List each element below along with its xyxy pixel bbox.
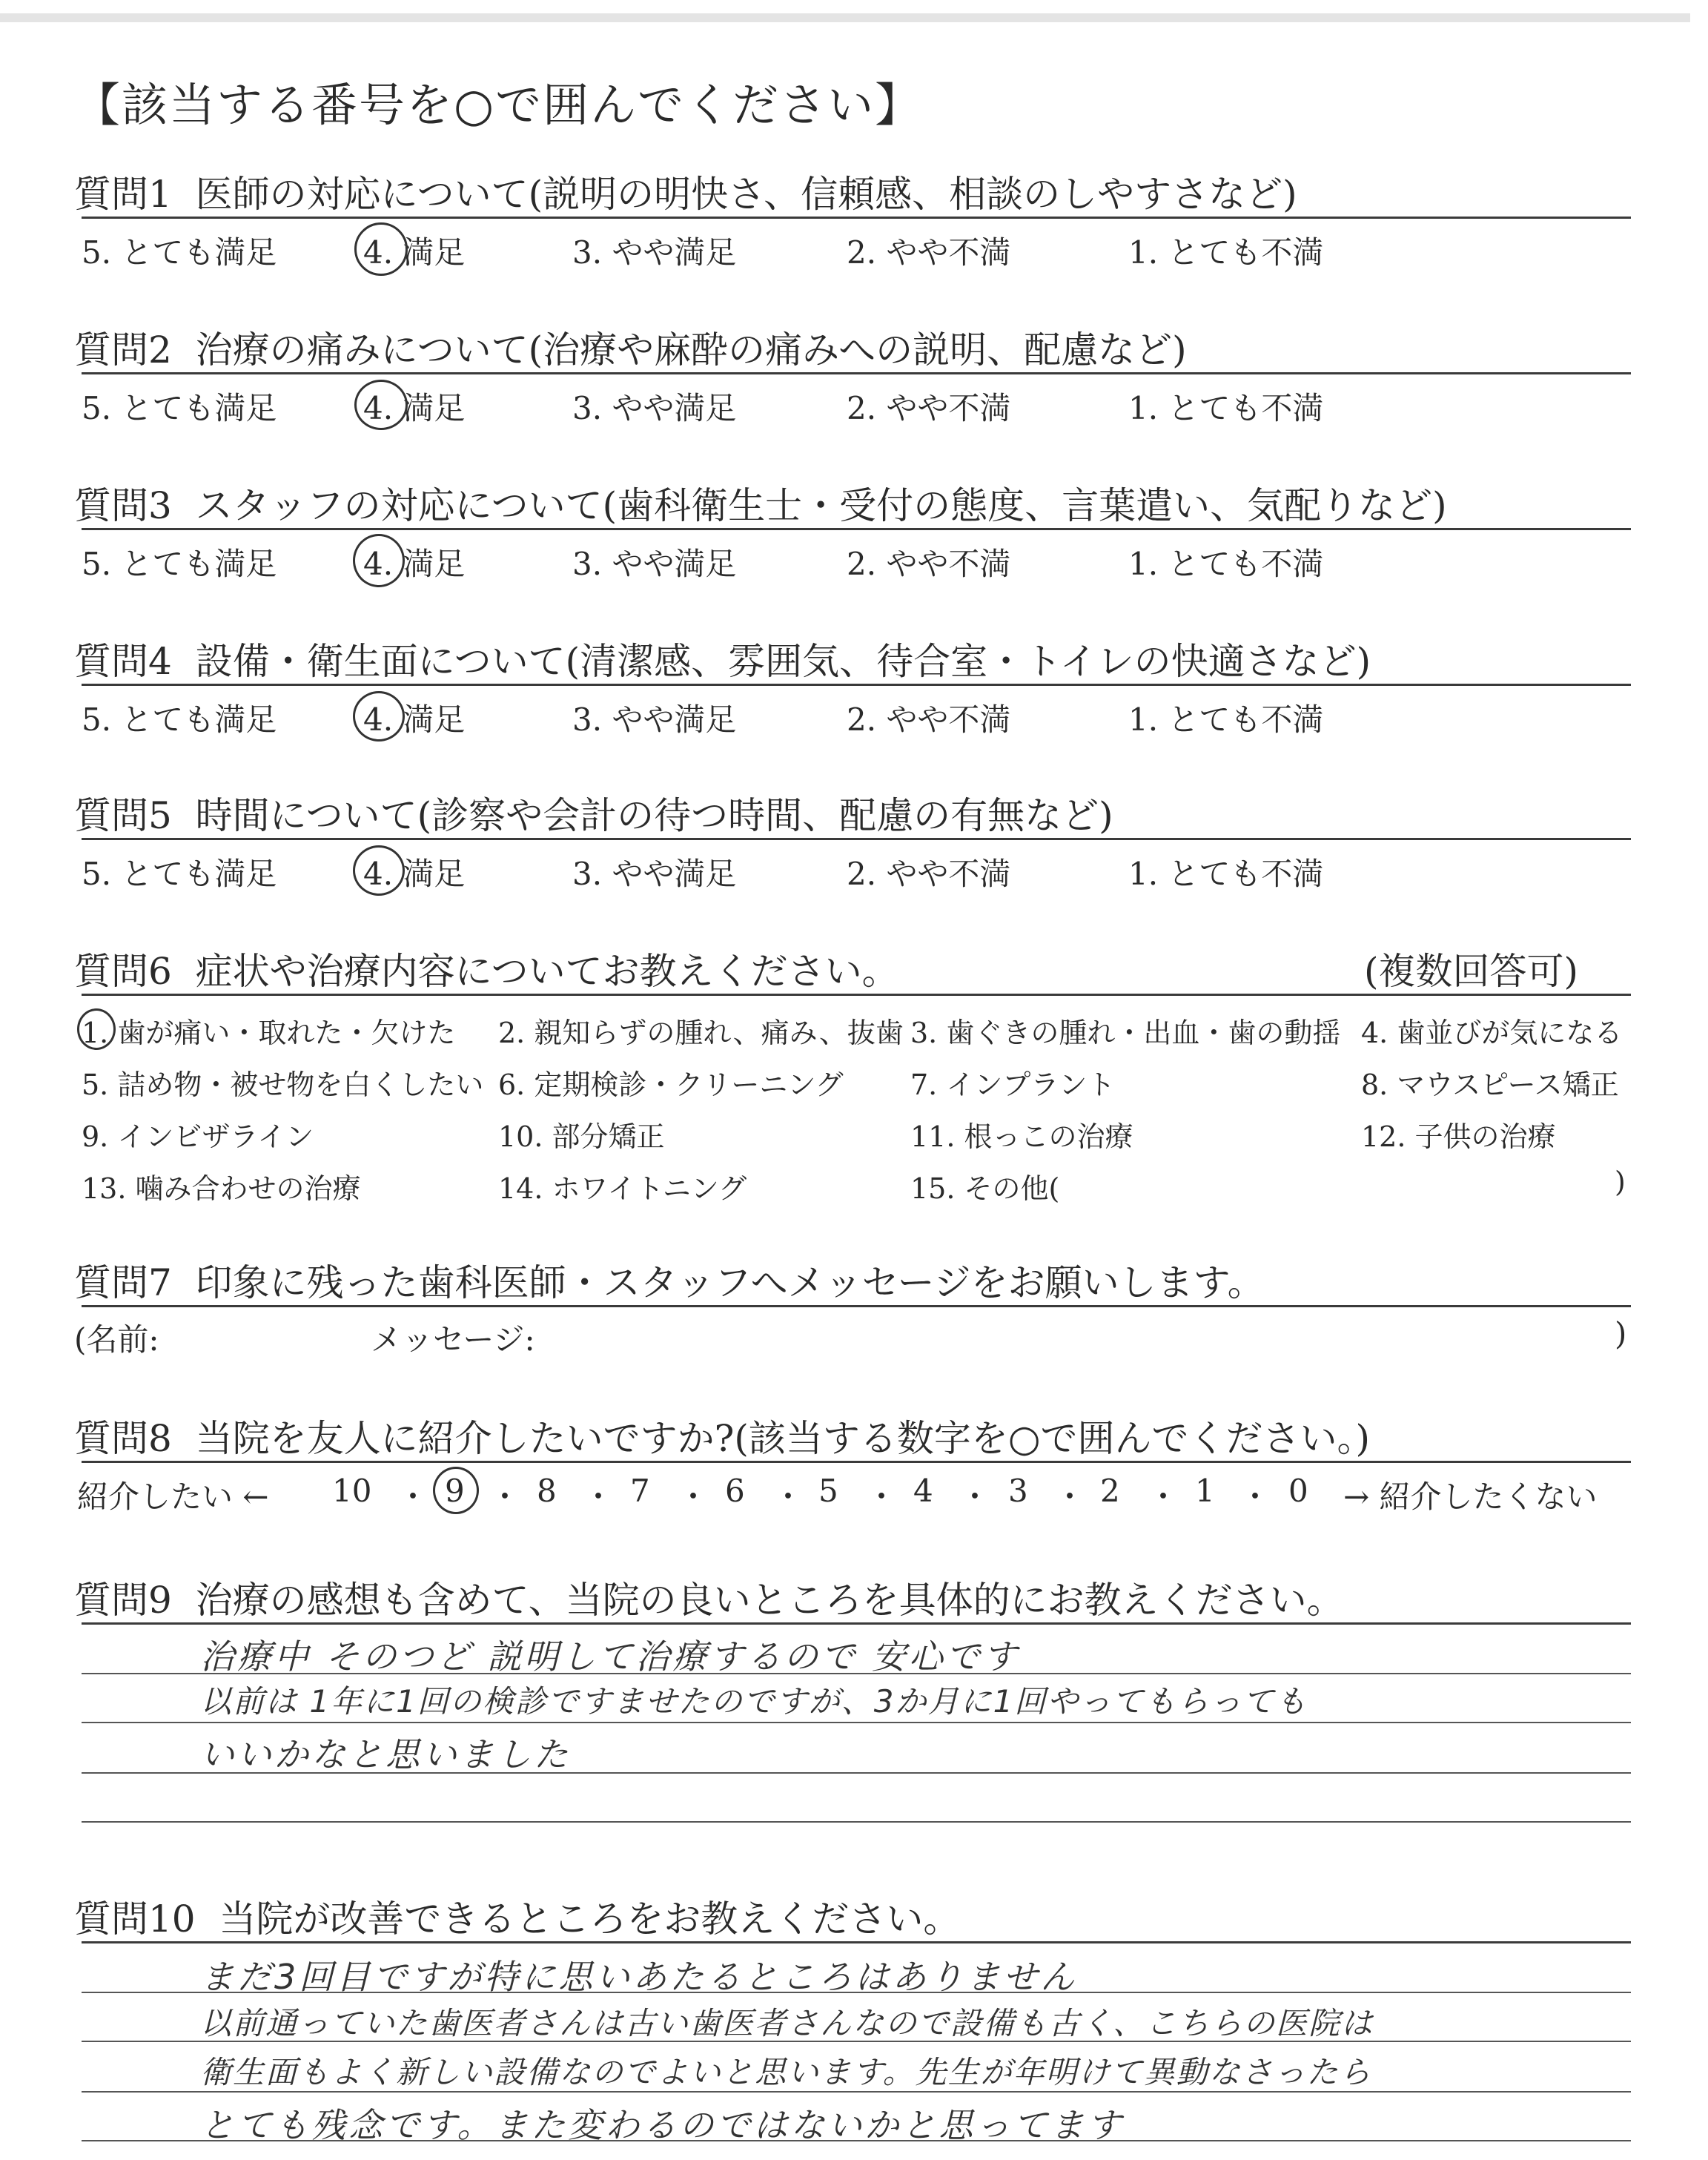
q8-number-1[interactable]: 1 xyxy=(1195,1473,1215,1509)
q9-answer-line-1: 治療中 そのつど 説明して治療するので 安心です xyxy=(200,1636,1020,1677)
q8-rule xyxy=(82,1461,1631,1463)
q8-dot: ・ xyxy=(1054,1479,1086,1515)
q6-option-2[interactable]: 2. 親知らずの腫れ、痛み、抜歯 xyxy=(498,1017,904,1049)
q8-dot: ・ xyxy=(489,1479,521,1515)
q6-option-12[interactable]: 12. 子供の治療 xyxy=(1361,1120,1556,1153)
q6-option-1[interactable]: 1. 歯が痛い・取れた・欠けた xyxy=(82,1017,456,1049)
q6-option-3[interactable]: 3. 歯ぐきの腫れ・出血・歯の動揺 xyxy=(910,1017,1341,1049)
q2-label: 質問2 xyxy=(74,328,172,371)
q9-text: 治療の感想も含めて、当院の良いところを具体的にお教えください。 xyxy=(195,1579,1344,1622)
q3-rule xyxy=(82,528,1631,530)
q3-label: 質問3 xyxy=(74,484,172,527)
q9-answer-line-3: いいかなと思いました xyxy=(200,1734,571,1774)
q7-label: 質問7 xyxy=(74,1261,172,1304)
q5-option-1[interactable]: 1. とても不満 xyxy=(1128,856,1324,892)
q1-text: 医師の対応について(説明の明快さ、信頼感、相談のしやすさなど) xyxy=(195,173,1297,216)
q8-dot: ・ xyxy=(866,1479,898,1515)
q10-heading xyxy=(74,1889,960,1943)
q9-rule xyxy=(82,1622,1631,1625)
q9-answer-line xyxy=(82,1722,1631,1723)
q1-option-1[interactable]: 1. とても不満 xyxy=(1128,234,1324,271)
q6-option-15[interactable]: 15. その他( xyxy=(910,1172,1060,1205)
q8-number-3[interactable]: 3 xyxy=(1008,1473,1028,1509)
q5-option-4[interactable]: 4. 満足 xyxy=(363,856,466,892)
q8-number-6[interactable]: 6 xyxy=(725,1473,745,1509)
q9-label: 質問9 xyxy=(74,1579,172,1622)
q6-option-7[interactable]: 7. インプラント xyxy=(910,1069,1116,1101)
q3-option-1[interactable]: 1. とても不満 xyxy=(1128,546,1324,582)
form-title: 【該当する番号を○で囲んでください】 xyxy=(74,78,923,132)
q2-option-4[interactable]: 4. 満足 xyxy=(363,390,466,426)
q6-selected-mark xyxy=(77,1008,116,1050)
q10-text: 当院が改善できるところをお教えください。 xyxy=(219,1898,961,1941)
q10-label: 質問10 xyxy=(74,1898,196,1941)
q2-rule xyxy=(82,372,1631,374)
q8-dot: ・ xyxy=(772,1479,804,1515)
q2-selected-mark xyxy=(354,380,408,430)
q1-option-2[interactable]: 2. やや不満 xyxy=(847,234,1011,271)
q8-text: 当院を友人に紹介したいですか?(該当する数字を○で囲んでください。) xyxy=(195,1417,1371,1460)
q1-option-5[interactable]: 5. とても満足 xyxy=(82,234,277,271)
q4-option-4[interactable]: 4. 満足 xyxy=(363,701,466,738)
q8-dot: ・ xyxy=(1239,1479,1271,1515)
q2-option-2[interactable]: 2. やや不満 xyxy=(847,390,1011,426)
q8-number-0[interactable]: 0 xyxy=(1288,1473,1308,1509)
q6-heading xyxy=(74,942,899,995)
q2-option-5[interactable]: 5. とても満足 xyxy=(82,390,277,426)
q1-label: 質問1 xyxy=(74,173,172,216)
q6-multiple-note: (複数回答可) xyxy=(1364,950,1579,993)
q3-option-5[interactable]: 5. とても満足 xyxy=(82,546,277,582)
q6-option-14[interactable]: 14. ホワイトニング xyxy=(498,1172,747,1205)
q8-heading xyxy=(74,1409,1370,1462)
q5-option-2[interactable]: 2. やや不満 xyxy=(847,856,1011,892)
q2-option-1[interactable]: 1. とても不満 xyxy=(1128,390,1324,426)
q8-number-7[interactable]: 7 xyxy=(630,1473,650,1509)
q6-other-close-paren: ) xyxy=(1615,1166,1626,1198)
q1-rule xyxy=(82,217,1631,219)
q3-selected-mark xyxy=(353,534,405,587)
q6-option-5[interactable]: 5. 詰め物・被せ物を白くしたい xyxy=(82,1069,484,1101)
q8-number-2[interactable]: 2 xyxy=(1100,1473,1120,1509)
q10-answer-line-2: 以前通っていた歯医者さんは古い歯医者さんなので設備も古く、こちらの医院は xyxy=(200,2005,1374,2041)
q10-answer-line-4: とても残念です。また変わるのではないかと思ってます xyxy=(200,2105,1125,2145)
q7-close-paren: ) xyxy=(1615,1315,1627,1352)
q3-heading xyxy=(74,476,1447,529)
q8-number-9[interactable]: 9 xyxy=(445,1473,465,1509)
q6-option-8[interactable]: 8. マウスピース矯正 xyxy=(1361,1069,1619,1101)
q6-option-11[interactable]: 11. 根っこの治療 xyxy=(910,1120,1133,1153)
q7-heading xyxy=(74,1253,1265,1307)
q2-option-3[interactable]: 3. やや満足 xyxy=(572,390,737,426)
q8-dot: ・ xyxy=(583,1479,615,1515)
q5-rule xyxy=(82,838,1631,840)
q8-selected-mark xyxy=(433,1467,479,1514)
q5-option-5[interactable]: 5. とても満足 xyxy=(82,856,277,892)
q6-text: 症状や治療内容についてお教えください。 xyxy=(195,950,899,993)
q1-selected-mark xyxy=(354,222,408,276)
q4-heading xyxy=(74,632,1371,685)
q9-heading xyxy=(74,1571,1344,1624)
q2-text: 治療の痛みについて(治療や麻酔の痛みへの説明、配慮など) xyxy=(195,328,1187,371)
q5-selected-mark xyxy=(353,845,405,896)
q8-number-10[interactable]: 10 xyxy=(332,1473,372,1509)
q3-option-3[interactable]: 3. やや満足 xyxy=(572,546,737,582)
q8-label: 質問8 xyxy=(74,1417,172,1460)
q8-number-5[interactable]: 5 xyxy=(818,1473,838,1509)
q4-option-3[interactable]: 3. やや満足 xyxy=(572,701,737,738)
q10-rule xyxy=(82,1941,1631,1943)
q5-heading xyxy=(74,786,1113,839)
q3-text: スタッフの対応について(歯科衛生士・受付の態度、言葉遣い、気配りなど) xyxy=(195,484,1447,527)
q2-heading xyxy=(74,320,1187,374)
q8-left-label: 紹介したい ← xyxy=(77,1479,269,1515)
q4-option-5[interactable]: 5. とても満足 xyxy=(82,701,277,738)
q3-option-2[interactable]: 2. やや不満 xyxy=(847,546,1011,582)
q4-rule xyxy=(82,684,1631,686)
q6-label: 質問6 xyxy=(74,950,172,993)
q8-dot: ・ xyxy=(678,1479,709,1515)
q6-option-13[interactable]: 13. 噛み合わせの治療 xyxy=(82,1172,361,1205)
q9-answer-line xyxy=(82,1821,1631,1823)
q1-option-4[interactable]: 4. 満足 xyxy=(363,234,466,271)
q8-dot: ・ xyxy=(1148,1479,1179,1515)
q1-option-3[interactable]: 3. やや満足 xyxy=(572,234,737,271)
q5-label: 質問5 xyxy=(74,794,172,837)
q10-answer-line-3: 衛生面もよく新しい設備なのでよいと思います。先生が年明けて異動なさったら xyxy=(200,2054,1372,2090)
q6-option-9[interactable]: 9. インビザライン xyxy=(82,1120,314,1153)
q8-right-label: → 紹介したくない xyxy=(1343,1479,1598,1515)
q10-answer-line-1: まだ3回目ですが特に思いあたるところはありません xyxy=(200,1957,1078,1997)
q8-number-8[interactable]: 8 xyxy=(537,1473,557,1509)
q7-text: 印象に残った歯科医師・スタッフへメッセージをお願いします。 xyxy=(195,1261,1265,1304)
q7-rule xyxy=(82,1305,1631,1307)
q6-option-10[interactable]: 10. 部分矯正 xyxy=(498,1120,665,1153)
q7-message-label: メッセージ: xyxy=(371,1321,535,1358)
q4-selected-mark xyxy=(353,691,405,742)
q4-text: 設備・衛生面について(清潔感、雰囲気、待合室・トイレの快適さなど) xyxy=(195,640,1371,683)
q6-option-4[interactable]: 4. 歯並びが気になる xyxy=(1361,1017,1623,1049)
q9-answer-line-2: 以前は 1年に1回の検診ですませたのですが、3か月に1回やってもらっても xyxy=(200,1683,1308,1720)
q5-option-3[interactable]: 3. やや満足 xyxy=(572,856,737,892)
q4-option-1[interactable]: 1. とても不満 xyxy=(1128,701,1324,738)
q5-text: 時間について(診察や会計の待つ時間、配慮の有無など) xyxy=(195,794,1113,837)
q6-rule xyxy=(82,994,1631,996)
q4-label: 質問4 xyxy=(74,640,172,683)
q1-heading xyxy=(74,165,1297,218)
scan-top-edge xyxy=(0,13,1690,22)
q6-option-6[interactable]: 6. 定期検診・クリーニング xyxy=(498,1069,844,1101)
q4-option-2[interactable]: 2. やや不満 xyxy=(847,701,1011,738)
q8-dot: ・ xyxy=(397,1479,429,1515)
q8-number-4[interactable]: 4 xyxy=(913,1473,933,1509)
q7-name-label: (名前: xyxy=(74,1321,159,1358)
q3-option-4[interactable]: 4. 満足 xyxy=(363,546,466,582)
q8-dot: ・ xyxy=(959,1479,991,1515)
